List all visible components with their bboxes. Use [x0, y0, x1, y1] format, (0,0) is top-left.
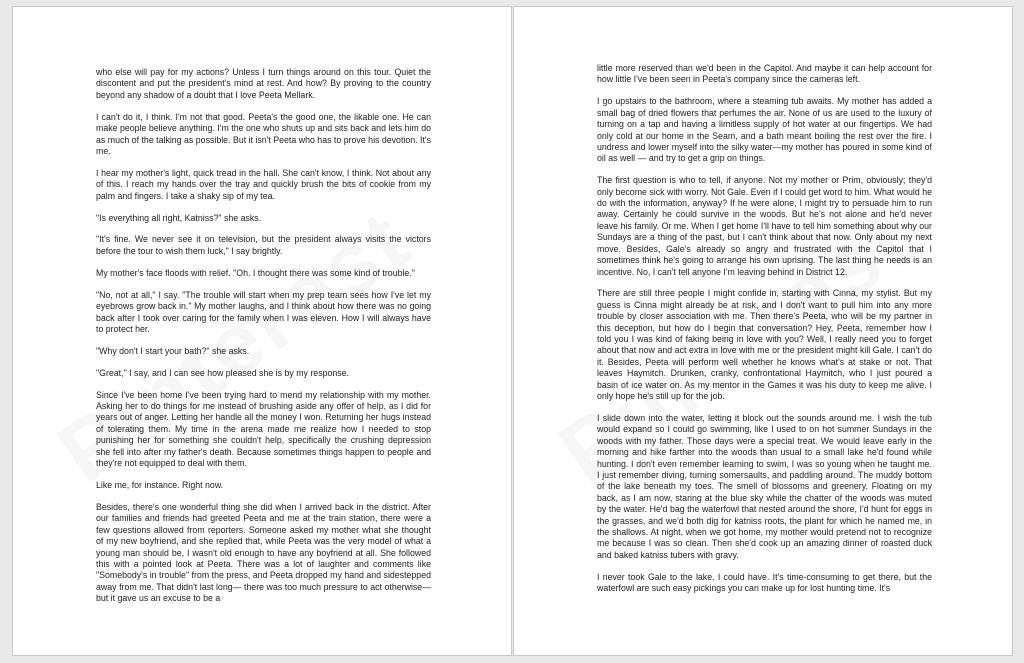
page-body-text	[597, 63, 932, 605]
paragraph: little more reserved than we'd been in the Capitol. And maybe it can help account for how little I've been seen in Peeta's company since the cameras left.	[597, 63, 932, 85]
paragraph: I hear my mother's light, quick tread in the hall. She can't know, I think. Not about any of this. I reach my hands over the tray and quickly brush the bits of cookie from my palm and fingers. I take a shaky sip of my tea.	[96, 167, 431, 201]
document-page-left	[12, 6, 512, 656]
paragraph: "No, not at all," I say. "The trouble will start when my prep team sees how I've let my eyebrows grow back in." My mother laughs, and I think about how there was no going back after I took over caring for the family when I was eleven. How I will always have to protect her.	[96, 289, 431, 334]
paragraph: My mother's face floods with relief. "Oh. I thought there was some kind of trouble."	[96, 267, 415, 278]
paragraph: The first question is who to tell, if anyone. Not my mother or Prim, obviously; they'd only become sick with worry. Not Gale. Even if I could get word to him. What would he do with the information, anyway? If he were alone, I might try to persuade him to run away. Certainly he could survive in the woods. But he's not alone and he'd never leave his family. Or me. When I get home I'll have to tell him something about why our Sundays are a thing of the past, but I can't think about that now. Only about my next move. Besides, Gale's already so angry and frustrated with the Capitol that I sometimes think he's going to arrange his own uprising. The last thing he needs is an incentive. No, I can't tell anyone I'm leaving behind in District 12.	[597, 175, 932, 277]
document-page-right	[513, 6, 1013, 656]
paragraph: "Why don't I start your bath?" she asks.	[96, 345, 250, 356]
page-body-text	[96, 67, 431, 615]
paragraph: Since I've been home I've been trying hard to mend my relationship with my mother. Asking her to do things for me instead of brushing aside any offer of help, as I did for years out of anger. Letting her handle all the money I won. Returning her hugs instead of tolerating them. My time in the arena made me realize how I needed to stop punishing her for something she couldn't help, specifically the crushing depression she fell into after my father's death. Because sometimes things happen to people and they're not equipped to deal with them.	[96, 389, 431, 469]
paragraph: "It's fine. We never see it on television, but the president always visits the victors before the tour to wish them luck," I say brightly.	[96, 234, 431, 256]
paragraph: There are still three people I might confide in, starting with Cinna, my stylist. But my guess is Cinna might already be at risk, and I don't want to pull him into any more trouble by closer association with me. Then there's Peeta, who will be my partner in this deception, but how do I begin that conversation? Hey, Peeta, remember how I told you I was kind of faking being in love with you? Well, I really need you to forget about that now and act extra in love with me or the president might kill Gale. I can't do it. Besides, Peeta will perform well whether he knows what's at stake or not. That leaves Haymitch. Drunken, cranky, confrontational Haymitch, who I just poured a basin of ice water on. As my mentor in the Games it was his duty to keep me alive. I only hope he's still up for the job.	[597, 288, 932, 402]
paragraph: I slide down into the water, letting it block out the sounds around me. I wish the tub would expand so I could go swimming, like I used to on hot summer Sundays in the woods with my father. Those days were a special treat. We would leave early in the morning and hike farther into the woods than usual to a small lake he'd found while hunting. I don't even remember learning to swim, I was so young when he taught me. I just remember diving, turning somersaults, and paddling around. The muddy bottom of the lake beneath my toes. The smell of blossoms and greenery. Floating on my back, as I am now, staring at the blue sky while the chatter of the woods was muted by the water. He'd bag the waterfowl that nested around the shore, I'd hunt for eggs in the grasses, and we'd both dig for katniss roots, the plant for which he named me, in the shallows. At night, when we got home, my mother would pretend not to recognize me because I was so clean. Then she'd cook up an amazing dinner of roasted duck and baked katniss tubers with gravy.	[597, 412, 932, 560]
paragraph: I can't do it, I think. I'm not that good. Peeta's the good one, the likable one. He can make people believe anything. I'm the one who shuts up and sits back and lets him do as much of the talking as possible. But it isn't Peeta who has to prove his devotion. It's me.	[96, 111, 431, 156]
paragraph: who else will pay for my actions? Unless I turn things around on this tour. Quiet the discontent and put the president's mind at rest. And how? By proving to the country beyond any shadow of a doubt that I love Peeta Mellark.	[96, 67, 431, 100]
paragraph: Like me, for instance. Right now.	[96, 479, 224, 490]
paragraph: "Great," I say, and I can see how pleased she is by my response.	[96, 367, 350, 378]
paragraph: "Is everything all right, Katniss?" she asks.	[96, 212, 262, 223]
paragraph: I never took Gale to the lake. I could have. It's time-consuming to get there, but the waterfowl are such easy pickings you can make up for lost hunting time. It's	[597, 571, 932, 594]
paragraph: I go upstairs to the bathroom, where a steaming tub awaits. My mother has added a small bag of dried flowers that perfumes the air. None of us are used to the luxury of turning on a tap and having a limitless supply of hot water at our fingertips. We had only cold at our home in the Seam, and a bath meant boiling the rest over the fire. I undress and lower myself into the silky water—my mother has poured in some kind of oil as well — and try to get a grip on things.	[597, 96, 932, 164]
paragraph: Besides, there's one wonderful thing she did when I arrived back in the district. After our families and friends had greeted Peeta and me at the train station, there were a few questions allowed from reporters. Someone asked my mother what she thought of my new boyfriend, and she replied that, while Peeta was the very model of what a young man should be, I wasn't old enough to have any boyfriend at all. She followed this with a pointed look at Peeta. There was a lot of laughter and comments like "Somebody's in trouble" from the press, and Peeta dropped my hand and sidestepped away from me. That didn't last long— there was too much pressure to act otherwise—but it gave us an excuse to be a	[96, 501, 431, 604]
